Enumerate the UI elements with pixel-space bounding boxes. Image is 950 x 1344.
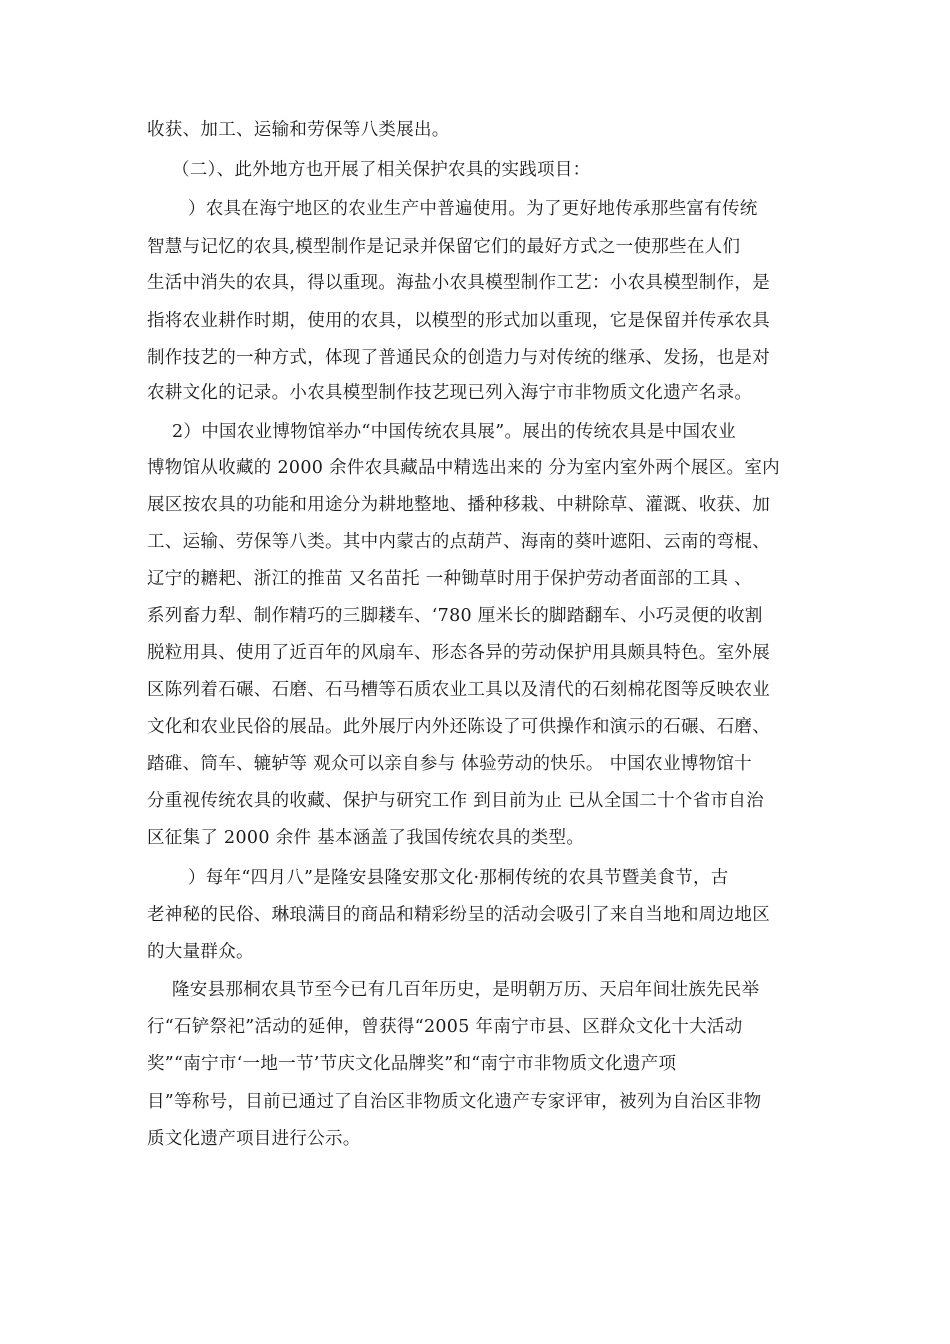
text-line: （二）、此外地方也开展了相关保护农具的实践项目：	[172, 160, 591, 180]
text-line: 的大量群众。	[147, 942, 254, 962]
text-line: 区征集了 2000 余件 基本涵盖了我国传统农具的类型。	[147, 828, 585, 848]
text-line: 2）中国农业博物馆举办“中国传统农具展”。展出的传统农具是中国农业	[172, 422, 736, 442]
text-line: 区陈列着石碾、石磨、石马槽等石质农业工具以及清代的石刻棉花图等反映农业	[147, 680, 770, 700]
text-line: 系列畜力犁、制作精巧的三脚耧车、‘780 厘米长的脚踏翻车、小巧灵便的收割	[147, 606, 763, 626]
text-line: ）农具在海宁地区的农业生产中普遍使用。为了更好地传承那些富有传统	[188, 199, 758, 219]
text-line: 踏碓、筒车、辘轳等 观众可以亲自参与 体验劳动的快乐。 中国农业博物馆十	[147, 754, 752, 774]
text-line: 指将农业耕作时期，使用的农具，以模型的形式加以重现，它是保留并传承农具	[147, 311, 770, 331]
text-line: 文化和农业民俗的展品。此外展厅内外还陈设了可供操作和演示的石碾、石磨、	[147, 717, 770, 737]
text-line: 生活中消失的农具，得以重现。海盐小农具模型制作工艺：小农具模型制作，是	[147, 273, 770, 293]
text-line: 制作技艺的一种方式，体现了普通民众的创造力与对传统的继承、发扬，也是对	[147, 348, 770, 368]
text-line: 收获、加工、运输和劳保等八类展出。	[147, 120, 450, 140]
text-line: 博物馆从收藏的 2000 余件农具藏品中精选出来的 分为室内室外两个展区。室内	[147, 458, 780, 478]
text-line: 脱粒用具、使用了近百年的风扇车、形态各异的劳动保护用具颇具特色。室外展	[147, 643, 770, 663]
text-line: 工、运输、劳保等八类。其中内蒙古的点葫芦、海南的葵叶遮阳、云南的弯棍、	[147, 532, 770, 552]
text-line: 奖”“南宁市‘一地一节’节庆文化品牌奖”和“南宁市非物质文化遗产项	[147, 1054, 677, 1074]
text-line: ）每年“四月八”是隆安县隆安那文化·那桐传统的农具节暨美食节，古	[188, 868, 729, 888]
text-line: 质文化遗产项目进行公示。	[147, 1129, 361, 1149]
text-line: 辽宁的耱耙、浙江的推苗 又名苗托 一种锄草时用于保护劳动者面部的工具 、	[147, 569, 752, 589]
text-line: 老神秘的民俗、琳琅满目的商品和精彩纷呈的活动会吸引了来自当地和周边地区	[147, 905, 770, 925]
text-line: 农耕文化的记录。小农具模型制作技艺现已列入海宁市非物质文化遗产名录。	[147, 383, 753, 403]
text-line: 隆安县那桐农具节至今已有几百年历史，是明朝万历、天启年间壮族先民举	[172, 980, 760, 1000]
text-line: 分重视传统农具的收藏、保护与研究工作 到目前为止 已从全国二十个省市自治	[147, 791, 764, 811]
text-line: 行“石铲祭祀”活动的延伸，曾获得“2005 年南宁市县、区群众文化十大活动	[147, 1017, 743, 1037]
text-line: 智慧与记忆的农具,模型制作是记录并保留它们的最好方式之一使那些在人们	[147, 237, 741, 257]
text-line: 目”等称号，目前已通过了自治区非物质文化遗产专家评审，被列为自治区非物	[147, 1092, 762, 1112]
text-line: 展区按农具的功能和用途分为耕地整地、播种移栽、中耕除草、灌溉、收获、加	[147, 495, 770, 515]
